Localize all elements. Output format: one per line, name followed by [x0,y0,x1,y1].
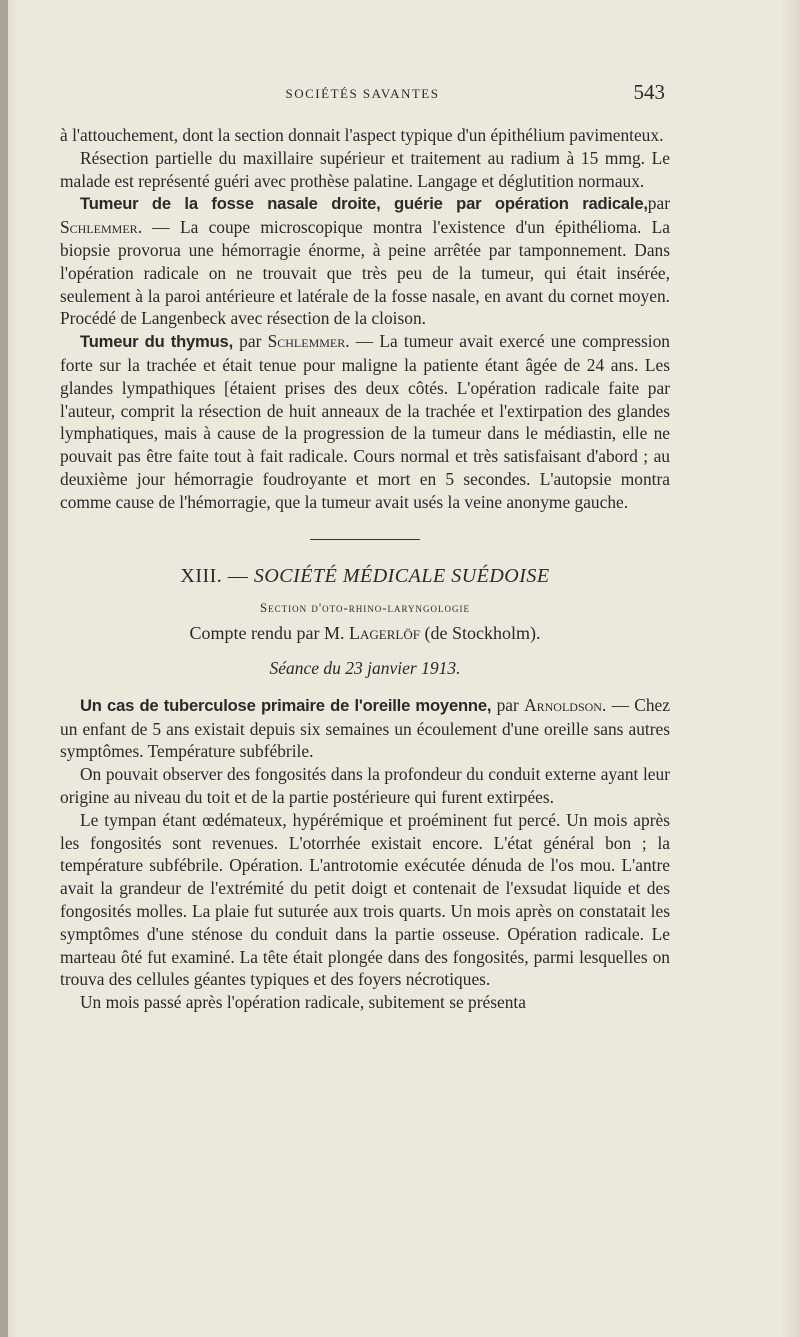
paragraph-resection: Résection partielle du maxillaire supérieur et traitement au radium à 15 mmg. Le malade est représenté guéri avec prothèse palatine. Langage et déglutition normaux. [60,147,670,191]
report-prefix: Compte rendu par M. [189,623,345,644]
page-number: 543 [633,80,665,104]
byline-word: par [239,331,262,352]
author-name: Schlemmer [60,217,138,238]
paragraph-nasal-tumor [60,192,670,330]
paragraph-final: Un mois passé après l'opération radicale, subitement se présenta [80,992,526,1013]
paragraph-body: . — La coupe microscopique montra l'existence d'un épithélioma. La biopsie provorua une hémorragie énorme, à peine arrêtée par tamponnement. Dans l'opération radicale on ne trouvait que très peu de la tumeur, qui était insérée, seulement à la paroi antérieure et latérale de la fosse nasale, en avant du cornet moyen. Procédé de Langenbeck avec résection de la cloison. [60,217,670,329]
heading-tuberculosis-case: Un cas de tuberculose primaire de l'oreille moyenne, [80,695,492,715]
section-divider [310,539,420,540]
session-date: Séance du 23 janvier 1913. [269,657,461,678]
author-name: Schlemmer [267,331,346,352]
paragraph-tuberculosis-case [60,694,670,763]
paragraph-tympan: Le tympan étant œdémateux, hypérémique et proéminent fut percé. Un mois après les fongosités sont revenues. L'otorrhée existait encore. L'état général bon ; la température subfébrile. Opération. L'antrotomie exécutée dénuda de l'os mou. L'antre avait la grandeur de l'extrémité du petit doigt et contenait de l'exsudat liquide et des fongosités molles. La plaie fut suturée aux trois quarts. Un mois après on constatait les symptômes d'une sténose du conduit dans la partie osseuse. Opération radicale. Le marteau ôté fut examiné. La tête était plongée dans des fongosités, parmi lesquelles on trouva des cellules géantes typiques et des foyers nécrotiques. [60,809,670,990]
section-subtitle: Section d'oto-rhino-laryngologie [260,601,470,616]
byline-word: par [647,193,670,214]
paragraph-body: . — Chez un enfant de 5 ans existait depuis six semaines un écoulement d'une oreille sans autres symptômes. Température subfébrile. [60,694,670,762]
section-society-name: SOCIÉTÉ MÉDICALE SUÉDOISE [253,564,550,587]
report-suffix: (de Stockholm). [424,623,541,644]
paragraph-fungosities: On pouvait observer des fongosités dans la profondeur du conduit externe ayant leur origine au niveau du toit et de la partie postérieure qui furent extirpées. [60,764,670,807]
running-head: SOCIÉTÉS SAVANTES [285,86,440,101]
page-header [60,80,665,110]
byline-word: par [496,694,519,715]
heading-nasal-tumor: Tumeur de la fosse nasale droite, guérie par opération radicale, [80,194,648,214]
body-text [60,124,670,1014]
heading-thymus-tumor: Tumeur du thymus, [80,332,233,352]
paragraph-thymus-tumor [60,330,670,513]
report-author: Lagerlöf [349,623,420,644]
paragraph-continuation: à l'attouchement, dont la section donnait l'aspect typique d'un épithélium pavimenteux. [60,125,664,145]
paragraph-body: . — La tumeur avait exercé une compression forte sur la trachée et était tenue pour maligne la patiente étant âgée de 24 ans. Les glandes lympathiques [étaient prises des deux côtés. L'opération radicale faite par l'auteur, comprit la résection de huit anneaux de la trachée et l'extirpation des glandes lymphatiques, mais à cause de la progression de la tumeur dans le médiastin, elle ne pouvait pas être faite tout à fait radicale. Cours normal et très satisfaisant d'abord ; au deuxième jour hémorragie foudroyante et mort en 5 secondes. L'autopsie montra comme cause de l'hémorragie, que la tumeur avait usés la veine anonyme gauche. [60,331,670,512]
report-line [60,622,670,645]
section-title [60,565,670,588]
section-numeral: XIII. — [180,564,249,587]
author-name: Arnoldson [524,694,602,715]
